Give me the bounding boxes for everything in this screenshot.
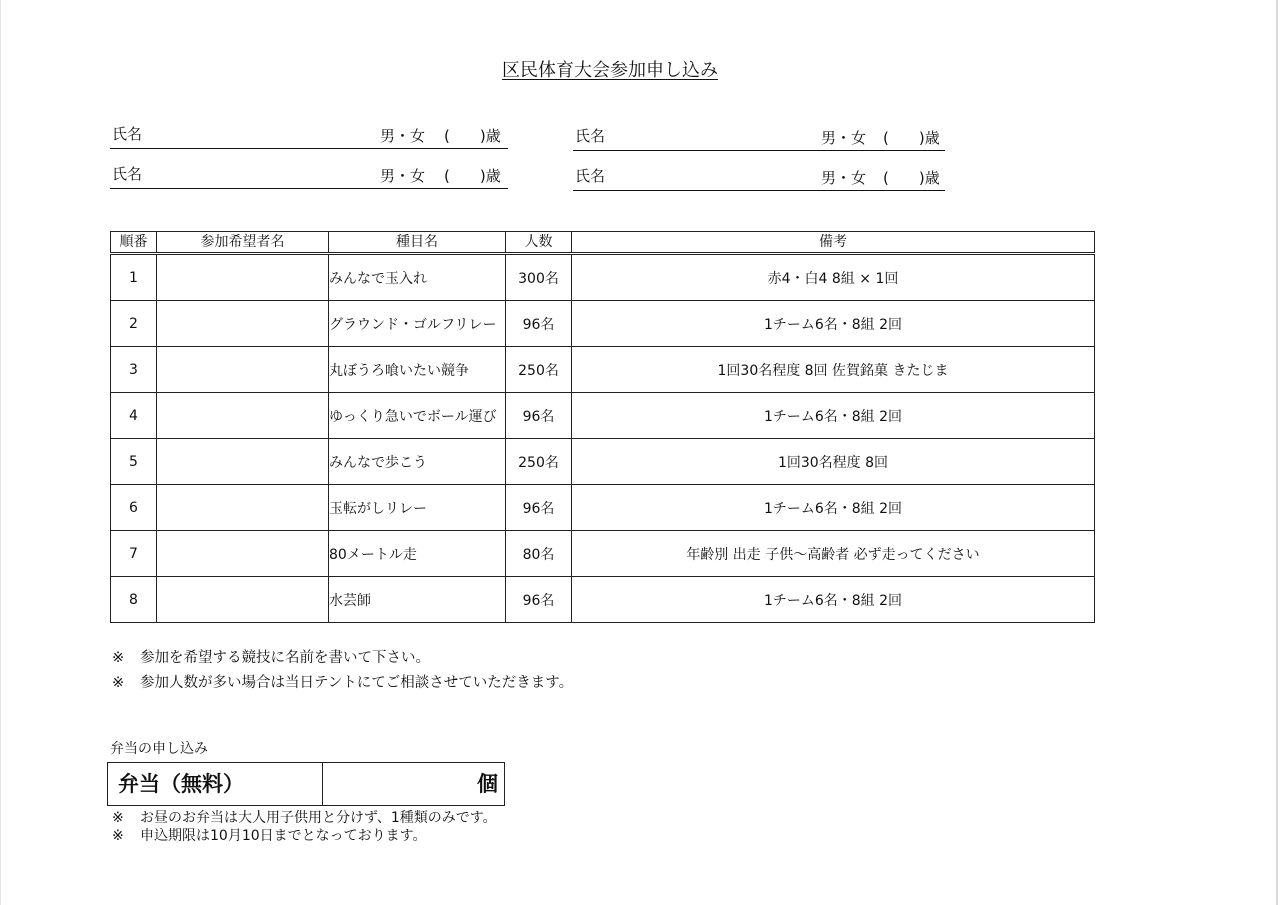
remarks: 1チーム6名・8組 2回 xyxy=(572,301,1095,347)
capacity-count: 80名 xyxy=(506,531,572,577)
capacity-count: 96名 xyxy=(506,393,572,439)
remarks: 1チーム6名・8組 2回 xyxy=(572,577,1095,623)
note-mark: ※ xyxy=(112,675,125,691)
bento-heading: 弁当の申し込み xyxy=(110,741,208,757)
age-label[interactable]: ( )歳 xyxy=(883,169,940,187)
bento-note-1 xyxy=(112,810,497,826)
header-count: 人数 xyxy=(506,232,572,254)
name-label: 氏名 xyxy=(112,165,143,183)
bento-quantity-field[interactable] xyxy=(323,763,504,805)
note-1 xyxy=(112,649,430,667)
capacity-count: 250名 xyxy=(506,439,572,485)
row-number: 5 xyxy=(111,439,157,485)
participant-name-cell[interactable] xyxy=(157,485,329,531)
table-row xyxy=(111,485,1095,531)
participant-name-cell[interactable] xyxy=(157,577,329,623)
remarks: 年齢別 出走 子供～高齢者 必ず走ってください xyxy=(572,531,1095,577)
row-number: 3 xyxy=(111,347,157,393)
capacity-count: 96名 xyxy=(506,577,572,623)
row-number: 6 xyxy=(111,485,157,531)
event-name: 水芸師 xyxy=(329,577,506,623)
note-text: 参加を希望する競技に名前を書いて下さい。 xyxy=(140,650,430,666)
event-name: みんなで玉入れ xyxy=(329,254,506,301)
applicant-line-2[interactable] xyxy=(573,126,945,151)
participant-name-cell[interactable] xyxy=(157,301,329,347)
name-label: 氏名 xyxy=(112,125,143,143)
capacity-count: 300名 xyxy=(506,254,572,301)
row-number: 7 xyxy=(111,531,157,577)
age-label[interactable]: ( )歳 xyxy=(883,129,940,147)
form-title: 区民体育大会参加申し込み xyxy=(502,60,718,81)
name-label: 氏名 xyxy=(575,127,606,145)
header-remarks: 備考 xyxy=(572,232,1095,254)
row-number: 4 xyxy=(111,393,157,439)
event-name: 玉転がしリレー xyxy=(329,485,506,531)
page-edge-right xyxy=(1276,0,1278,905)
note-mark: ※ xyxy=(112,810,124,826)
age-label[interactable]: ( )歳 xyxy=(444,167,501,185)
table-row xyxy=(111,393,1095,439)
participant-name-cell[interactable] xyxy=(157,531,329,577)
table-row xyxy=(111,347,1095,393)
capacity-count: 96名 xyxy=(506,301,572,347)
participant-name-cell[interactable] xyxy=(157,393,329,439)
bento-note-text: 申込期限は10月10日までとなっております。 xyxy=(140,828,427,844)
applicant-line-1[interactable] xyxy=(110,124,508,149)
bento-unit: 個 xyxy=(477,772,498,796)
page-edge-left xyxy=(0,0,1,905)
remarks: 1回30名程度 8回 xyxy=(572,439,1095,485)
table-row xyxy=(111,577,1095,623)
gender-label[interactable]: 男・女 xyxy=(821,129,867,147)
gender-label[interactable]: 男・女 xyxy=(380,127,426,145)
participant-name-cell[interactable] xyxy=(157,439,329,485)
event-name: みんなで歩こう xyxy=(329,439,506,485)
gender-label[interactable]: 男・女 xyxy=(821,169,867,187)
row-number: 8 xyxy=(111,577,157,623)
table-row xyxy=(111,439,1095,485)
table-row xyxy=(111,301,1095,347)
capacity-count: 250名 xyxy=(506,347,572,393)
header-event: 種目名 xyxy=(329,232,506,254)
applicant-line-4[interactable] xyxy=(573,166,945,191)
bento-note-text: お昼のお弁当は大人用子供用と分けず、1種類のみです。 xyxy=(140,810,497,826)
bento-order-box xyxy=(107,762,505,806)
remarks: 1チーム6名・8組 2回 xyxy=(572,485,1095,531)
bento-label: 弁当（無料） xyxy=(108,763,323,805)
table-header-row xyxy=(111,232,1095,254)
name-label: 氏名 xyxy=(575,167,606,185)
applicant-line-3[interactable] xyxy=(110,164,508,189)
note-mark: ※ xyxy=(112,828,124,844)
row-number: 2 xyxy=(111,301,157,347)
bento-note-2 xyxy=(112,828,427,844)
table-row xyxy=(111,254,1095,301)
note-2 xyxy=(112,674,573,692)
row-number: 1 xyxy=(111,254,157,301)
remarks: 1回30名程度 8回 佐賀銘菓 きたじま xyxy=(572,347,1095,393)
header-order: 順番 xyxy=(111,232,157,254)
gender-label[interactable]: 男・女 xyxy=(380,167,426,185)
event-name: 80メートル走 xyxy=(329,531,506,577)
age-label[interactable]: ( )歳 xyxy=(444,127,501,145)
event-name: グラウンド・ゴルフリレー xyxy=(329,301,506,347)
remarks: 赤4・白4 8組 × 1回 xyxy=(572,254,1095,301)
events-table xyxy=(110,231,1095,623)
header-participant: 参加希望者名 xyxy=(157,232,329,254)
participant-name-cell[interactable] xyxy=(157,347,329,393)
remarks: 1チーム6名・8組 2回 xyxy=(572,393,1095,439)
note-mark: ※ xyxy=(112,650,125,666)
participant-name-cell[interactable] xyxy=(157,254,329,301)
table-row xyxy=(111,531,1095,577)
event-name: 丸ぼうろ喰いたい競争 xyxy=(329,347,506,393)
capacity-count: 96名 xyxy=(506,485,572,531)
event-name: ゆっくり急いでボール運び xyxy=(329,393,506,439)
note-text: 参加人数が多い場合は当日テントにてご相談させていただきます。 xyxy=(140,675,574,691)
